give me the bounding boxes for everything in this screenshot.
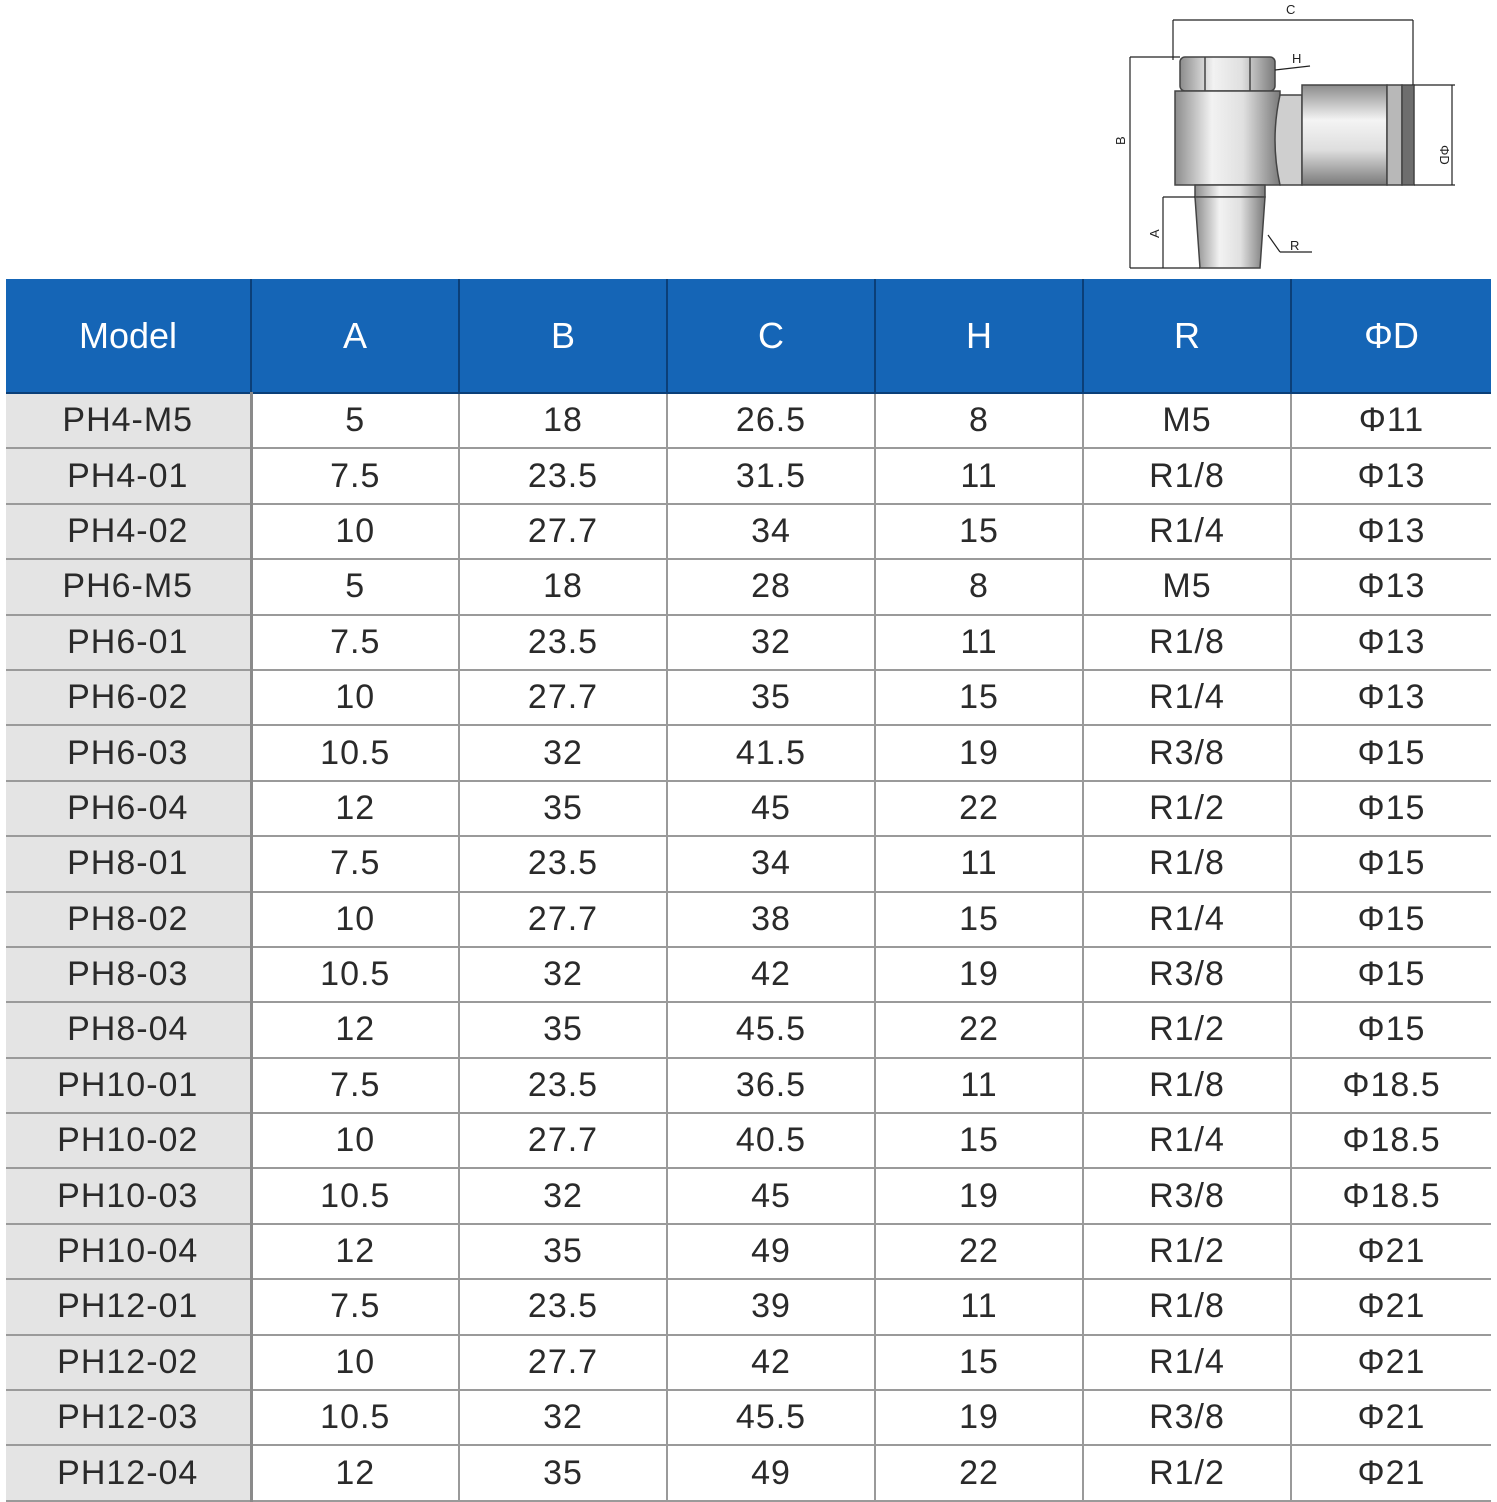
value-cell: 27.7 — [459, 1113, 667, 1168]
value-cell: 28 — [667, 559, 875, 614]
value-cell: 23.5 — [459, 836, 667, 891]
value-cell: Φ13 — [1291, 615, 1491, 670]
value-cell: R3/8 — [1083, 1390, 1291, 1445]
table-row — [6, 781, 1491, 836]
value-cell: 7.5 — [251, 448, 459, 503]
model-cell: PH4-M5 — [6, 393, 251, 448]
value-cell: 19 — [875, 1390, 1083, 1445]
value-cell: 26.5 — [667, 393, 875, 448]
value-cell: 18 — [459, 393, 667, 448]
value-cell: 23.5 — [459, 448, 667, 503]
model-cell: PH6-02 — [6, 670, 251, 725]
value-cell: 45 — [667, 781, 875, 836]
value-cell: 35 — [459, 1224, 667, 1279]
table-row — [6, 504, 1491, 559]
value-cell: 7.5 — [251, 836, 459, 891]
model-cell: PH12-02 — [6, 1335, 251, 1390]
model-cell: PH8-01 — [6, 836, 251, 891]
dimension-label-b: B — [1113, 136, 1128, 145]
value-cell: R1/2 — [1083, 1445, 1291, 1500]
dimension-spec-table — [6, 279, 1491, 1502]
value-cell: R1/4 — [1083, 892, 1291, 947]
value-cell: 10 — [251, 504, 459, 559]
value-cell: 10 — [251, 892, 459, 947]
value-cell: 15 — [875, 1113, 1083, 1168]
table-row — [6, 1168, 1491, 1223]
value-cell: 32 — [667, 615, 875, 670]
table-row — [6, 1335, 1491, 1390]
value-cell: 36.5 — [667, 1058, 875, 1113]
value-cell: 12 — [251, 1445, 459, 1500]
model-cell: PH8-04 — [6, 1002, 251, 1057]
value-cell: 27.7 — [459, 892, 667, 947]
value-cell: 27.7 — [459, 1335, 667, 1390]
value-cell: Φ18.5 — [1291, 1058, 1491, 1113]
column-header: H — [875, 279, 1083, 393]
value-cell: R3/8 — [1083, 947, 1291, 1002]
table-row — [6, 615, 1491, 670]
value-cell: R1/8 — [1083, 1279, 1291, 1334]
value-cell: 35 — [459, 1445, 667, 1500]
value-cell: 12 — [251, 781, 459, 836]
value-cell: R1/4 — [1083, 1335, 1291, 1390]
value-cell: R1/8 — [1083, 448, 1291, 503]
value-cell: 15 — [875, 504, 1083, 559]
value-cell: 11 — [875, 1279, 1083, 1334]
value-cell: 7.5 — [251, 1058, 459, 1113]
value-cell: 7.5 — [251, 615, 459, 670]
table-row — [6, 559, 1491, 614]
value-cell: R1/4 — [1083, 504, 1291, 559]
model-cell: PH12-03 — [6, 1390, 251, 1445]
model-cell: PH6-01 — [6, 615, 251, 670]
value-cell: 8 — [875, 393, 1083, 448]
value-cell: 41.5 — [667, 725, 875, 780]
value-cell: R1/8 — [1083, 836, 1291, 891]
value-cell: M5 — [1083, 559, 1291, 614]
value-cell: 35 — [667, 670, 875, 725]
value-cell: 22 — [875, 1445, 1083, 1500]
model-cell: PH6-04 — [6, 781, 251, 836]
value-cell: 8 — [875, 559, 1083, 614]
value-cell: R3/8 — [1083, 1168, 1291, 1223]
value-cell: 10 — [251, 670, 459, 725]
value-cell: 11 — [875, 836, 1083, 891]
model-cell: PH6-M5 — [6, 559, 251, 614]
table-row — [6, 1445, 1491, 1500]
model-cell: PH4-02 — [6, 504, 251, 559]
value-cell: 45.5 — [667, 1002, 875, 1057]
value-cell: Φ15 — [1291, 892, 1491, 947]
value-cell: 10.5 — [251, 947, 459, 1002]
value-cell: 32 — [459, 725, 667, 780]
table-row — [6, 393, 1491, 448]
value-cell: 11 — [875, 448, 1083, 503]
value-cell: 22 — [875, 1002, 1083, 1057]
table-row — [6, 670, 1491, 725]
value-cell: 10.5 — [251, 1168, 459, 1223]
model-cell: PH8-03 — [6, 947, 251, 1002]
model-cell: PH12-04 — [6, 1445, 251, 1500]
value-cell: 27.7 — [459, 504, 667, 559]
value-cell: 42 — [667, 1335, 875, 1390]
value-cell: 18 — [459, 559, 667, 614]
model-cell: PH10-03 — [6, 1168, 251, 1223]
value-cell: Φ18.5 — [1291, 1168, 1491, 1223]
value-cell: 35 — [459, 1002, 667, 1057]
value-cell: R1/2 — [1083, 1224, 1291, 1279]
value-cell: 5 — [251, 559, 459, 614]
value-cell: M5 — [1083, 393, 1291, 448]
column-header: A — [251, 279, 459, 393]
value-cell: 22 — [875, 1224, 1083, 1279]
value-cell: Φ15 — [1291, 947, 1491, 1002]
value-cell: 22 — [875, 781, 1083, 836]
dimension-label-c: C — [1286, 2, 1296, 17]
table-row — [6, 725, 1491, 780]
table-row — [6, 836, 1491, 891]
dimension-label-d: ΦD — [1437, 145, 1452, 165]
value-cell: Φ21 — [1291, 1279, 1491, 1334]
table-row — [6, 1113, 1491, 1168]
model-cell: PH10-01 — [6, 1058, 251, 1113]
value-cell: Φ21 — [1291, 1445, 1491, 1500]
value-cell: 19 — [875, 1168, 1083, 1223]
value-cell: 34 — [667, 836, 875, 891]
table-row — [6, 892, 1491, 947]
value-cell: 39 — [667, 1279, 875, 1334]
table-row — [6, 1390, 1491, 1445]
value-cell: 27.7 — [459, 670, 667, 725]
column-header: B — [459, 279, 667, 393]
value-cell: R1/2 — [1083, 781, 1291, 836]
value-cell: 49 — [667, 1445, 875, 1500]
value-cell: 7.5 — [251, 1279, 459, 1334]
model-cell: PH4-01 — [6, 448, 251, 503]
value-cell: 11 — [875, 615, 1083, 670]
fitting-dimension-diagram — [1105, 0, 1497, 280]
value-cell: 15 — [875, 1335, 1083, 1390]
model-cell: PH12-01 — [6, 1279, 251, 1334]
table-row — [6, 947, 1491, 1002]
table-body — [6, 393, 1491, 1501]
value-cell: 45.5 — [667, 1390, 875, 1445]
column-header: ΦD — [1291, 279, 1491, 393]
value-cell: Φ15 — [1291, 781, 1491, 836]
value-cell: Φ18.5 — [1291, 1113, 1491, 1168]
dimension-label-h: H — [1292, 51, 1302, 66]
value-cell: R1/4 — [1083, 670, 1291, 725]
value-cell: 19 — [875, 725, 1083, 780]
value-cell: Φ15 — [1291, 725, 1491, 780]
value-cell: 35 — [459, 781, 667, 836]
value-cell: 32 — [459, 1168, 667, 1223]
table-row — [6, 1058, 1491, 1113]
value-cell: 10 — [251, 1335, 459, 1390]
model-cell: PH8-02 — [6, 892, 251, 947]
value-cell: 34 — [667, 504, 875, 559]
value-cell: 40.5 — [667, 1113, 875, 1168]
value-cell: Φ21 — [1291, 1390, 1491, 1445]
value-cell: R1/2 — [1083, 1002, 1291, 1057]
value-cell: 42 — [667, 947, 875, 1002]
value-cell: 15 — [875, 670, 1083, 725]
table-header-row — [6, 279, 1491, 393]
value-cell: 11 — [875, 1058, 1083, 1113]
value-cell: Φ21 — [1291, 1335, 1491, 1390]
value-cell: 49 — [667, 1224, 875, 1279]
value-cell: 23.5 — [459, 1058, 667, 1113]
model-cell: PH6-03 — [6, 725, 251, 780]
value-cell: Φ15 — [1291, 1002, 1491, 1057]
table-row — [6, 1002, 1491, 1057]
value-cell: Φ13 — [1291, 448, 1491, 503]
model-cell: PH10-04 — [6, 1224, 251, 1279]
value-cell: 45 — [667, 1168, 875, 1223]
value-cell: Φ11 — [1291, 393, 1491, 448]
dimension-label-a: A — [1147, 229, 1162, 238]
value-cell: 10.5 — [251, 725, 459, 780]
value-cell: Φ21 — [1291, 1224, 1491, 1279]
value-cell: R1/8 — [1083, 615, 1291, 670]
value-cell: 19 — [875, 947, 1083, 1002]
value-cell: 5 — [251, 393, 459, 448]
value-cell: R3/8 — [1083, 725, 1291, 780]
value-cell: 10 — [251, 1113, 459, 1168]
table-row — [6, 1279, 1491, 1334]
column-header: Model — [6, 279, 251, 393]
value-cell: 23.5 — [459, 1279, 667, 1334]
column-header: C — [667, 279, 875, 393]
value-cell: 12 — [251, 1224, 459, 1279]
value-cell: 32 — [459, 947, 667, 1002]
value-cell: 23.5 — [459, 615, 667, 670]
value-cell: 12 — [251, 1002, 459, 1057]
value-cell: Φ15 — [1291, 836, 1491, 891]
value-cell: 32 — [459, 1390, 667, 1445]
column-header: R — [1083, 279, 1291, 393]
value-cell: 10.5 — [251, 1390, 459, 1445]
value-cell: 31.5 — [667, 448, 875, 503]
value-cell: R1/8 — [1083, 1058, 1291, 1113]
value-cell: Φ13 — [1291, 670, 1491, 725]
value-cell: R1/4 — [1083, 1113, 1291, 1168]
value-cell: 38 — [667, 892, 875, 947]
dimension-label-r: R — [1290, 238, 1300, 253]
fitting-body — [1175, 57, 1414, 268]
value-cell: Φ13 — [1291, 504, 1491, 559]
table-row — [6, 448, 1491, 503]
table-row — [6, 1224, 1491, 1279]
value-cell: 15 — [875, 892, 1083, 947]
model-cell: PH10-02 — [6, 1113, 251, 1168]
value-cell: Φ13 — [1291, 559, 1491, 614]
